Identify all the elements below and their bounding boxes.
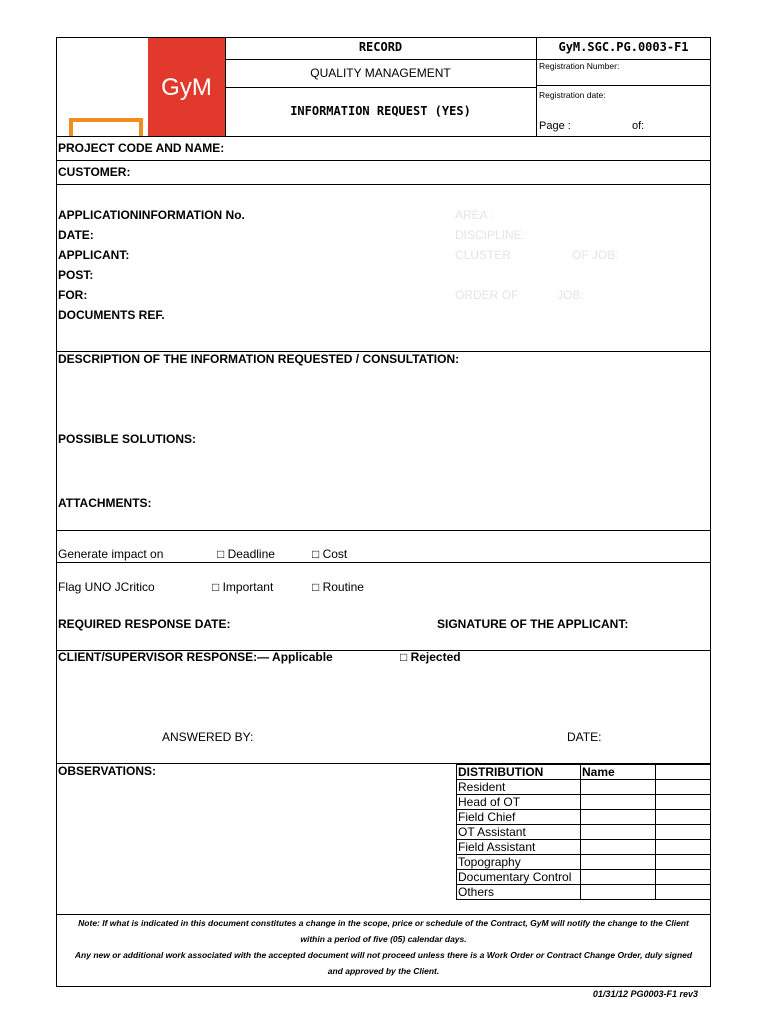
name-cell[interactable] [581, 795, 656, 810]
discipline-label: DISCIPLINE: [455, 228, 526, 242]
deadline-checkbox[interactable]: □ Deadline [217, 547, 275, 561]
signature-cell[interactable] [656, 885, 711, 900]
name-cell[interactable] [581, 855, 656, 870]
signature-cell[interactable] [656, 810, 711, 825]
client-response-label: CLIENT/SUPERVISOR RESPONSE:— Applicable [58, 650, 333, 664]
table-row [457, 780, 711, 795]
answered-by-label: ANSWERED BY: [162, 730, 254, 744]
signature-label: SIGNATURE OF THE APPLICANT: [437, 617, 629, 631]
response-date-label: DATE: [567, 730, 602, 744]
table-row [457, 810, 711, 825]
customer-label: CUSTOMER: [58, 165, 131, 179]
name-cell[interactable] [581, 825, 656, 840]
signature-cell [656, 765, 711, 780]
description-label: DESCRIPTION OF THE INFORMATION REQUESTED / CONSULTATION: [58, 352, 460, 366]
document-code: GyM.SGC.PG.0003-F1 [558, 40, 689, 54]
registration-number-label: Registration Number: [539, 61, 620, 71]
distribution-table [456, 764, 711, 900]
revision-footer: 01/31/12 PG0003-F1 rev3 [592, 989, 698, 999]
signature-cell[interactable] [656, 870, 711, 885]
for-label: FOR: [58, 288, 88, 302]
flag-label: Flag UNO JCritico [58, 580, 155, 594]
distribution-item: Resident [457, 780, 581, 795]
post-label: POST: [58, 268, 94, 282]
observations-label: OBSERVATIONS: [58, 764, 157, 778]
signature-cell[interactable] [656, 840, 711, 855]
date-label: DATE: [58, 228, 94, 242]
signature-cell[interactable] [656, 780, 711, 795]
signature-cell[interactable] [656, 855, 711, 870]
table-row [457, 855, 711, 870]
application-no-label: APPLICATIONINFORMATION No. [58, 208, 245, 222]
distribution-item: Documentary Control [457, 870, 581, 885]
page-label: Page : [539, 120, 571, 132]
distribution-header-row [457, 765, 711, 780]
signature-cell[interactable] [656, 825, 711, 840]
order-of-label: ORDER OF [455, 288, 519, 302]
table-row [457, 870, 711, 885]
of-job-label: OF JOB: [572, 248, 619, 262]
table-row [457, 825, 711, 840]
table-row [457, 840, 711, 855]
rejected-checkbox[interactable]: □ Rejected [400, 650, 461, 664]
routine-checkbox[interactable]: □ Routine [312, 580, 364, 594]
documents-ref-label: DOCUMENTS REF. [58, 308, 165, 322]
possible-solutions-label: POSSIBLE SOLUTIONS: [58, 432, 197, 446]
registration-date-label: Registration date: [539, 90, 606, 100]
cost-checkbox[interactable]: □ Cost [312, 547, 348, 561]
name-cell[interactable] [581, 780, 656, 795]
job-label: JOB: [557, 288, 584, 302]
note-line-1: Note: If what is indicated in this document constitutes a change in the scope, price or schedule of the Contract, GyM will notify the change to the Client [78, 918, 689, 928]
project-code-label: PROJECT CODE AND NAME: [58, 141, 225, 155]
name-cell[interactable] [581, 810, 656, 825]
required-response-date-label: REQUIRED RESPONSE DATE: [58, 617, 231, 631]
table-row [457, 885, 711, 900]
table-row [457, 795, 711, 810]
applicant-label: APPLICANT: [58, 248, 130, 262]
important-checkbox[interactable]: □ Important [212, 580, 274, 594]
distribution-item: Topography [457, 855, 581, 870]
area-label: AREA : [455, 208, 494, 222]
note-line-3: Any new or additional work associated with the accepted document will not proceed unless there is a Work Order or Contract Change Order, duly signed [74, 950, 693, 960]
note-line-2: within a period of five (05) calendar days. [300, 934, 467, 944]
note-line-4: and approved by the Client. [327, 966, 440, 976]
name-cell[interactable] [581, 870, 656, 885]
logo-text: GyM [161, 74, 212, 101]
gym-logo [148, 38, 225, 136]
logo-bracket-icon [69, 118, 143, 136]
name-cell[interactable] [581, 840, 656, 855]
of-label: of: [632, 120, 645, 132]
distribution-item: OT Assistant [457, 825, 581, 840]
cluster-label: CLUSTER [455, 248, 512, 262]
record-label: RECORD [358, 40, 403, 54]
impact-label: Generate impact on [58, 547, 164, 561]
distribution-item: Head of OT [457, 795, 581, 810]
name-cell[interactable] [581, 885, 656, 900]
name-header: Name [581, 765, 656, 780]
distribution-item: Field Chief [457, 810, 581, 825]
attachments-label: ATTACHMENTS: [58, 496, 152, 510]
quality-management-label: QUALITY MANAGEMENT [310, 66, 451, 80]
distribution-item: Field Assistant [457, 840, 581, 855]
document-title: INFORMATION REQUEST (YES) [290, 104, 471, 118]
signature-cell[interactable] [656, 795, 711, 810]
distribution-item: Others [457, 885, 581, 900]
distribution-header: DISTRIBUTION [457, 765, 581, 780]
